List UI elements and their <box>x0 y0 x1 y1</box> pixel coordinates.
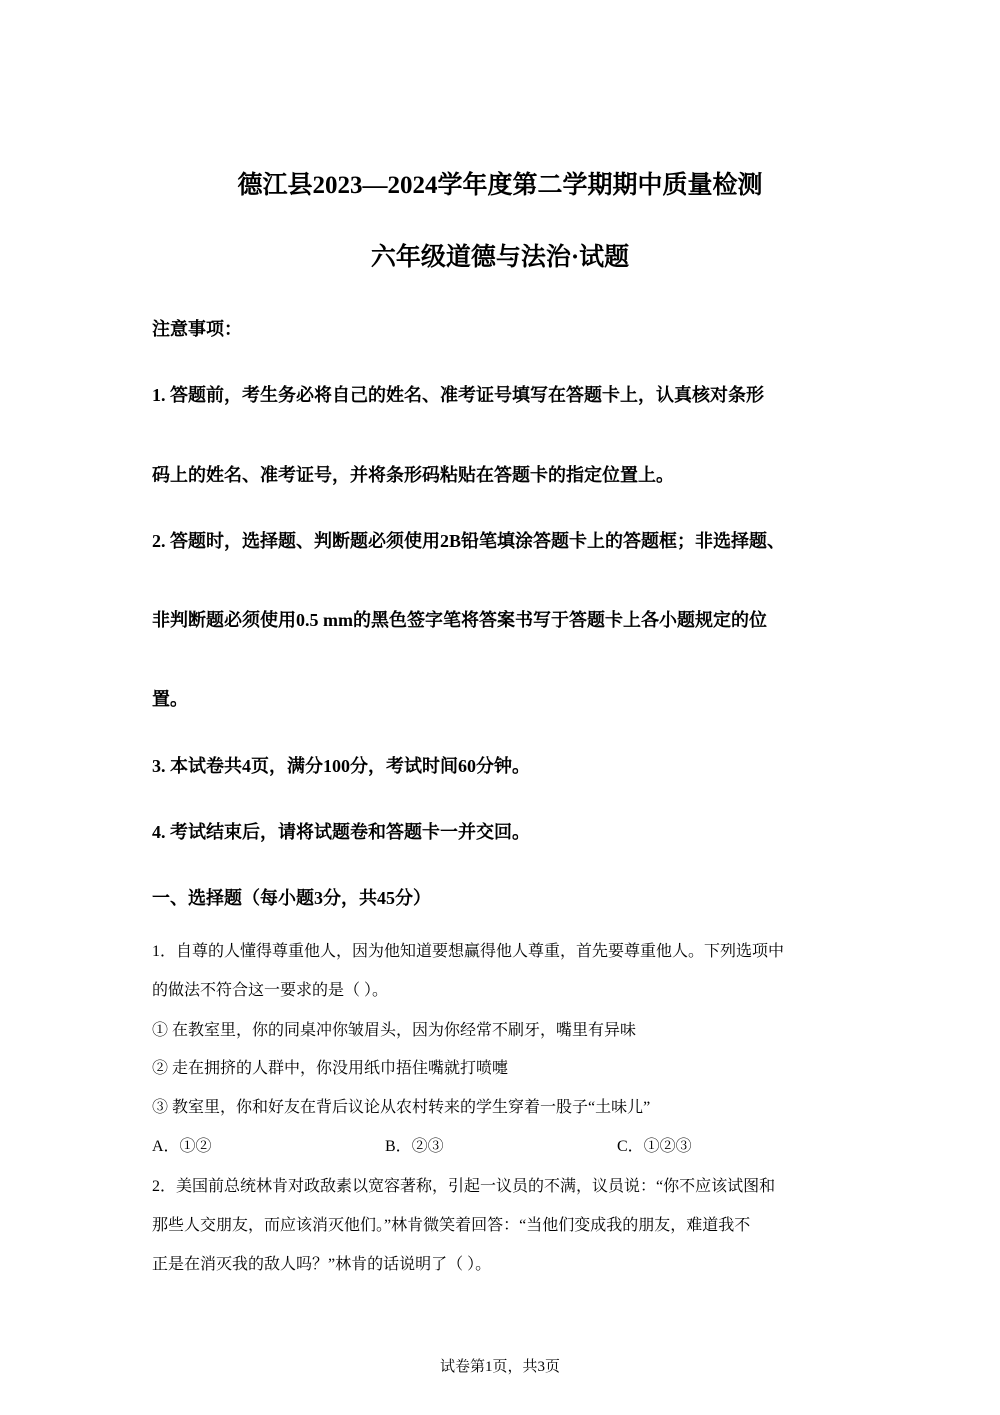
q1-item-3: ③ 教室里，你和好友在背后议论从农村转来的学生穿着一股子“土味儿” <box>152 1099 651 1116</box>
q1-option-c: C．①②③ <box>617 1138 692 1155</box>
notice-line-3: 2. 答题时，选择题、判断题必须使用2B铅笔填涂答题卡上的答题框；非选择题、 <box>152 531 786 551</box>
exam-subtitle: 六年级道德与法治·试题 <box>370 244 630 271</box>
q1-option-a: A．①② <box>152 1138 212 1155</box>
notice-line-5: 置。 <box>152 689 188 709</box>
q1-item-1: ① 在教室里，你的同桌冲你皱眉头，因为你经常不刷牙，嘴里有异味 <box>152 1022 637 1039</box>
q2-stem-line-2: 那些人交朋友，而应该消灭他们。”林肯微笑着回答：“当他们变成我的朋友，难道我不 <box>152 1217 751 1234</box>
notice-line-6: 3. 本试卷共4页，满分100分，考试时间60分钟。 <box>152 756 530 776</box>
exam-title: 德江县2023—2024学年度第二学期期中质量检测 <box>237 172 763 199</box>
notice-line-4: 非判断题必须使用0.5 mm的黑色签字笔将答案书写于答题卡上各小题规定的位 <box>152 610 767 630</box>
notice-heading: 注意事项： <box>152 319 242 339</box>
notice-line-1: 1. 答题前，考生务必将自己的姓名、准考证号填写在答题卡上，认真核对条形 <box>152 385 764 405</box>
q2-stem-line-1: 2．美国前总统林肯对政敌素以宽容著称，引起一议员的不满，议员说：“你不应该试图和 <box>152 1178 776 1195</box>
page-footer: 试卷第1页，共3页 <box>439 1359 560 1375</box>
q1-item-2: ② 走在拥挤的人群中，你没用纸巾捂住嘴就打喷嚏 <box>152 1060 509 1077</box>
q2-stem-line-3: 正是在消灭我的敌人吗？”林肯的话说明了（ ）。 <box>152 1256 492 1273</box>
section-heading: 一、选择题（每小题3分，共45分） <box>152 888 431 908</box>
q1-stem-line-1: 1．自尊的人懂得尊重他人，因为他知道要想赢得他人尊重，首先要尊重他人。下列选项中 <box>152 943 785 960</box>
q1-stem-line-2: 的做法不符合这一要求的是（ ）。 <box>152 982 389 999</box>
q1-option-b: B．②③ <box>385 1138 444 1155</box>
notice-line-7: 4. 考试结束后，请将试题卷和答题卡一并交回。 <box>152 822 530 842</box>
notice-line-2: 码上的姓名、准考证号，并将条形码粘贴在答题卡的指定位置上。 <box>152 465 674 485</box>
